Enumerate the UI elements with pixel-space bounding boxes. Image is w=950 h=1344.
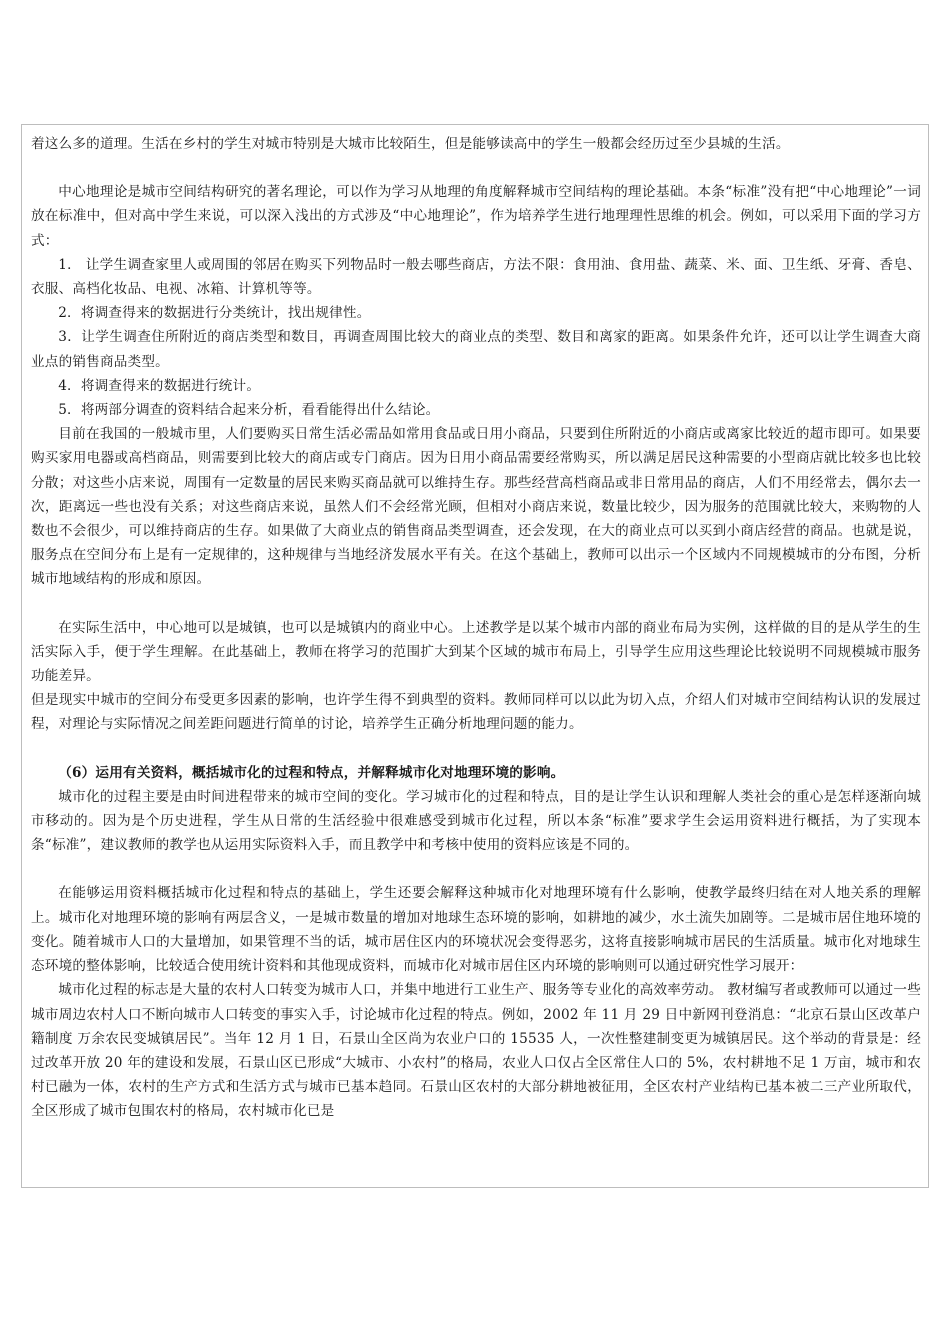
paragraph-shopping-analysis: 目前在我国的一般城市里，人们要购买日常生活必需品如常用食品或日用小商品，只要到住所附近的小商店或离家比较近的超市即可。如果要购买家用电器或高档商品，则需要到比较大的商店或专门商店。因为日用小商品需要经常购买，所以满足居民这种需要的小型商店就比较多也比较分散；对这些小店来说，周围有一定数量的居民来购买商品就可以维持生存。那些经营高档商品或非日常用品的商店，人们不用经常去，偶尔去一次，距离远一些也没有关系；对这些商店来说，虽然人们不会经常光顾，但相对小商店来说，数量比较少，因为服务的范围就比较大，来购物的人数也不会很少，可以维持商店的生存。如果做了大商业点的销售商品类型调查，还会发现，在大的商业点可以买到小商店经营的商品。也就是说，服务点在空间分布上是有一定规律的，这种规律与当地经济发展水平有关。在这个基础上，教师可以出示一个区域内不同规模城市的分布图，分析城市地域结构的形成和原因。 xyxy=(31,426,921,588)
paragraph-urbanization-process: 城市化的过程主要是由时间进程带来的城市空间的变化。学习城市化的过程和特点，目的是让学生认识和理解人类社会的重心是怎样逐渐向城市移动的。因为是个历史进程，学生从日常的生活经验中很难感受到城市化过程，所以本条“标准”要求学生会运用资料进行概括，为了实现本条“标准”，建议教师的教学也从运用实际资料入手，而且教学中和考核中使用的资料应该是不同的。 xyxy=(31,788,921,854)
paragraph-gap xyxy=(31,156,921,180)
list-item-4: 4．将调查得来的数据进行统计。 xyxy=(58,377,261,394)
paragraph-continuation: 着这么多的道理。生活在乡村的学生对城市特别是大城市比较陌生，但是能够读高中的学生一般都会经历过至少县城的生活。 xyxy=(31,136,790,152)
paragraph-central-place-practice: 在实际生活中，中心地可以是城镇，也可以是城镇内的商业中心。上述教学是以某个城市内部的商业布局为实例，这样做的目的是从学生的生活实际入手，便于学生理解。在此基础上，教师在将学习的范围扩大到某个区域的城市布局上，引导学生应用这些理论比较说明不同规模城市服务功能差异。 xyxy=(31,619,921,685)
list-item-2: 2．将调查得来的数据进行分类统计，找出规律性。 xyxy=(58,305,371,322)
paragraph-spatial-distribution: 但是现实中城市的空间分布受更多因素的影响，也许学生得不到典型的资料。教师同样可以以此为切入点，介绍人们对城市空间结构认识的发展过程，对理论与实际情况之间差距问题进行简单的讨论，培养学生正确分析地理问题的能力。 xyxy=(31,692,921,733)
paragraph-gap xyxy=(31,857,921,881)
document-body xyxy=(31,132,921,1124)
list-item-3: 3．让学生调查住所附近的商店类型和数目，再调查周围比较大的商业点的类型、数目和离家的距离。如果条件允许，还可以让学生调查大商业点的销售商品类型。 xyxy=(31,329,921,370)
list-item-1: 1． 让学生调查家里人或周围的邻居在购买下列物品时一般去哪些商店，方法不限：食用油、食用盐、蔬菜、米、面、卫生纸、牙膏、香皂、衣服、高档化妆品、电视、冰箱、计算机等等。 xyxy=(31,256,921,298)
section-heading-urbanization: （6）运用有关资料，概括城市化的过程和特点，并解释城市化对地理环境的影响。 xyxy=(58,764,565,781)
list-item-5: 5．将两部分调查的资料结合起来分析，看看能得出什么结论。 xyxy=(58,402,440,419)
paragraph-gap xyxy=(31,592,921,616)
paragraph-urbanization-example: 城市化过程的标志是大量的农村人口转变为城市人口，并集中地进行工业生产、服务等专业化的高效率劳动。 教材编写者或教师可以通过一些城市周边农村人口不断向城市人口转变的事实入手，讨论城市化过程的特点。例如，2002 年 11 月 29 日中新网刊登消息：“北京石景山区改革户籍制度 万余农民变城镇居民”。当年 12 月 1 日，石景山全区尚为农业户口的 15535 人，一次性整建制变更为城镇居民。这个举动的背景是：经过改革开放 20 年的建设和发展，石景山区已形成“大城市、小农村”的格局，农业人口仅占全区常住人口的 5%，农村耕地不足 1 万亩，城市和农村已融为一体，农村的生产方式和生活方式与城市已基本趋同。石景山区农村的大部分耕地被征用，全区农村产业结构已基本被二三产业所取代，全区形成了城市包围农村的格局，农村城市化已是 xyxy=(31,982,921,1120)
paragraph-gap xyxy=(31,737,921,761)
paragraph-central-place-theory: 中心地理论是城市空间结构研究的著名理论，可以作为学习从地理的角度解释城市空间结构的理论基础。本条“标准”没有把“中心地理论”一词放在标准中，但对高中学生来说，可以深入浅出的方式涉及“中心地理论”，作为培养学生进行地理理性思维的机会。例如，可以采用下面的学习方式： xyxy=(31,184,921,249)
paragraph-urbanization-impact: 在能够运用资料概括城市化过程和特点的基础上，学生还要会解释这种城市化对地理环境有什么影响，使教学最终归结在对人地关系的理解上。城市化对地理环境的影响有两层含义，一是城市数量的增加对地球生态环境的影响，如耕地的减少，水土流失加剧等。二是城市居住地环境的变化。随着城市人口的大量增加，如果管理不当的话，城市居住区内的环境状况会变得恶劣，这将直接影响城市居民的生活质量。城市化对地球生态环境的整体影响，比较适合使用统计资料和其他现成资料，而城市化对城市居住区内环境的影响则可以通过研究性学习展开： xyxy=(31,885,921,975)
